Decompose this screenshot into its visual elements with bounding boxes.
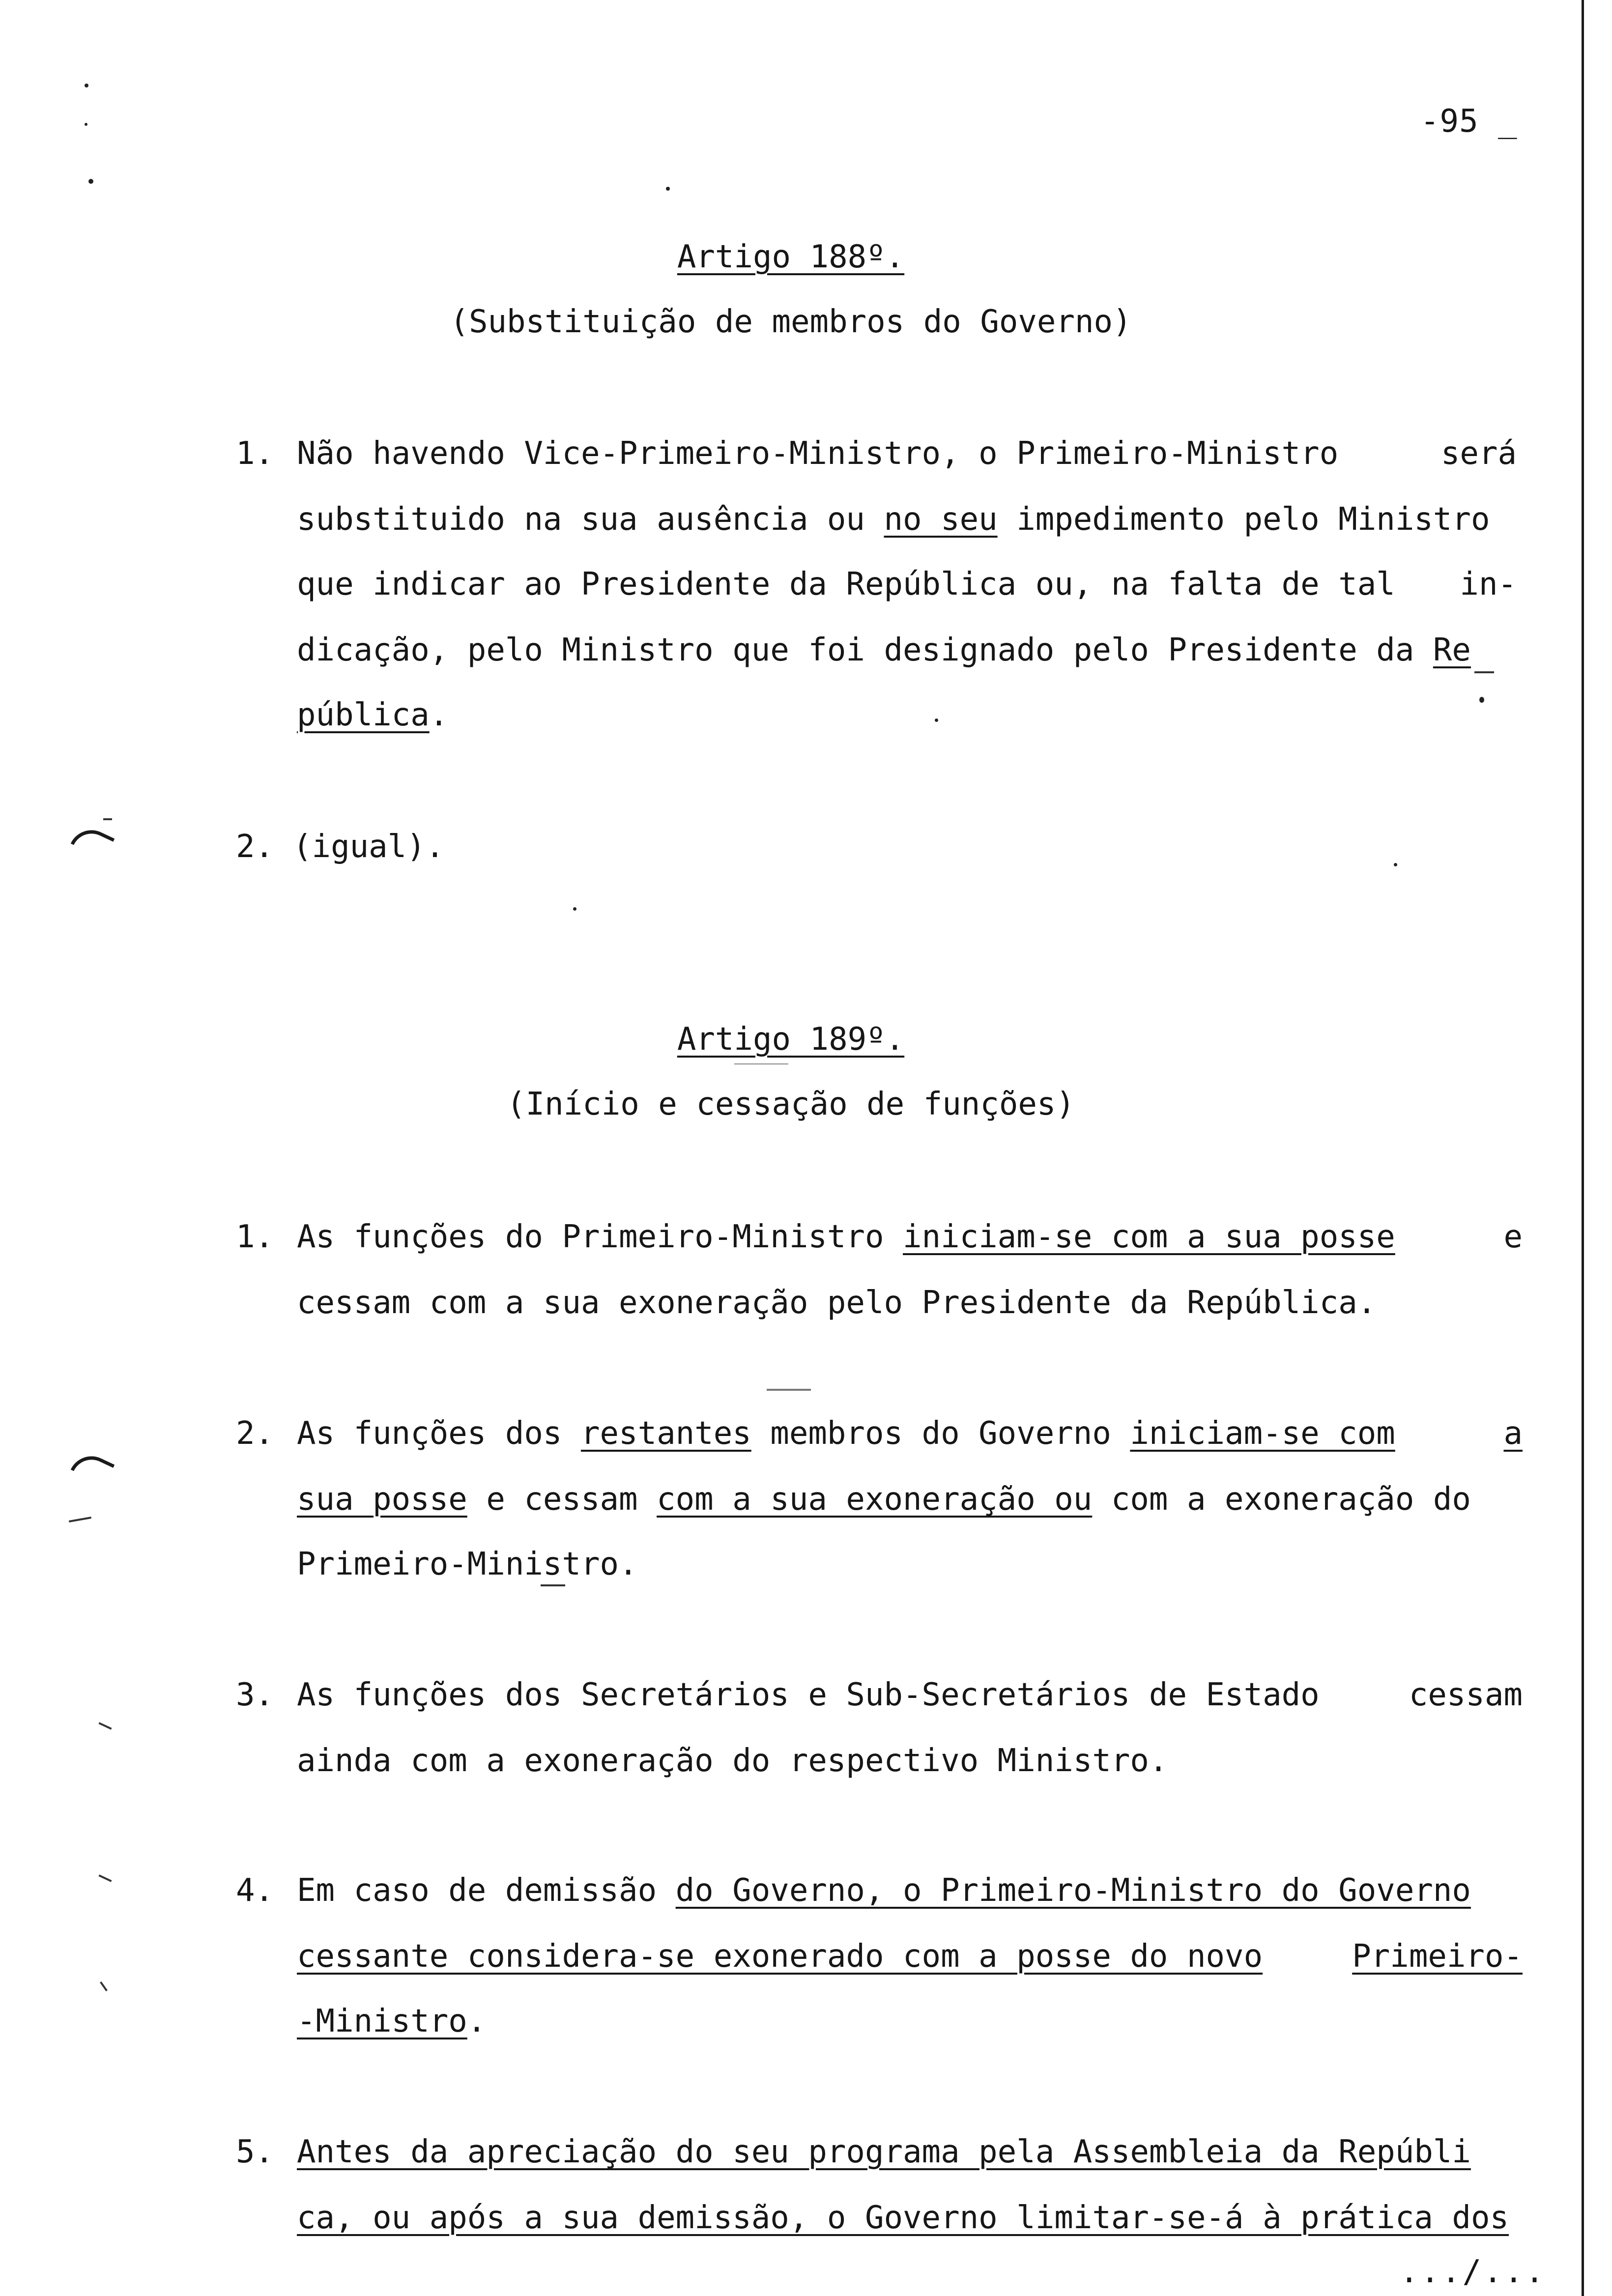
scan-speck bbox=[935, 718, 938, 722]
scan-speck bbox=[85, 123, 87, 126]
scan-speck bbox=[1394, 863, 1397, 866]
article-188-item-2-number: 2. bbox=[236, 829, 274, 865]
article-189-subtitle: (Início e cessação de funções) bbox=[507, 1086, 1075, 1122]
scan-mark bbox=[98, 1874, 112, 1882]
article-188-item-1-line-1: Não havendo Vice-Primeiro-Ministro, o Primeiro-Ministro será bbox=[297, 435, 1517, 472]
scan-mark bbox=[100, 1981, 108, 1991]
article-189-item-1-number: 1. bbox=[236, 1219, 274, 1255]
scan-speck bbox=[666, 187, 670, 191]
article-188-item-1-line-2: substituido na sua ausência ou no seu impedimento pelo Ministro bbox=[297, 501, 1490, 538]
article-189-title: Artigo 189º. bbox=[677, 1021, 905, 1058]
article-189-item-1-line-1: As funções do Primeiro-Ministro iniciam-se com a sua posse e bbox=[297, 1219, 1523, 1255]
article-189-item-3-line-2: ainda com a exoneração do respectivo Ministro. bbox=[297, 1743, 1168, 1779]
article-189-item-2-line-2: sua posse e cessam com a sua exoneração ou com a exoneração do bbox=[297, 1481, 1471, 1518]
scan-mark bbox=[1474, 671, 1494, 673]
binder-hole-mark bbox=[71, 823, 115, 860]
scan-speck bbox=[85, 84, 88, 87]
scan-speck bbox=[1479, 697, 1484, 703]
article-188-item-1-line-4: dicação, pelo Ministro que foi designado pelo Presidente da Re bbox=[297, 632, 1471, 668]
article-189-item-4-line-3: -Ministro. bbox=[297, 2003, 487, 2039]
article-189-item-5-line-2: ca, ou após a sua demissão, o Governo limitar-se-á à prática dos bbox=[297, 2200, 1509, 2236]
article-189-item-4-number: 4. bbox=[236, 1872, 274, 1909]
article-189-item-4-line-1: Em caso de demissão do Governo, o Primeiro-Ministro do Governo bbox=[297, 1872, 1471, 1909]
scan-mark bbox=[541, 1584, 565, 1586]
scan-mark bbox=[734, 1063, 788, 1064]
binder-hole-mark bbox=[71, 1449, 115, 1486]
page-edge-line bbox=[1582, 0, 1584, 2296]
continuation-mark: .../... bbox=[1400, 2254, 1546, 2290]
scan-mark bbox=[767, 1389, 811, 1391]
scan-mark bbox=[69, 1517, 91, 1522]
scan-speck bbox=[88, 179, 93, 184]
article-189-item-4-line-2: cessante considera-se exonerado com a posse do novo Primeiro- bbox=[297, 1938, 1523, 1975]
article-189-item-2-line-3: Primeiro-Ministro. bbox=[297, 1546, 638, 1582]
article-189-item-2-line-1: As funções dos restantes membros do Governo iniciam-se com a bbox=[297, 1415, 1523, 1452]
article-188-item-1-line-3: que indicar ao Presidente da República ou, na falta de tal in- bbox=[297, 566, 1517, 603]
article-188-item-1-number: 1. bbox=[236, 435, 274, 472]
article-189-item-1-line-2: cessam com a sua exoneração pelo Presidente da República. bbox=[297, 1285, 1377, 1321]
article-188-item-1-line-5: pública. bbox=[297, 697, 449, 733]
article-188-title: Artigo 188º. bbox=[677, 239, 905, 275]
scan-mark bbox=[103, 818, 112, 820]
article-189-item-3-line-1: As funções dos Secretários e Sub-Secretários de Estado cessam bbox=[297, 1677, 1523, 1713]
article-189-item-5-line-1: Antes da apreciação do seu programa pela Assembleia da Repúbli bbox=[297, 2134, 1471, 2170]
page-number: -95 _ bbox=[1420, 103, 1518, 140]
article-189-item-2-number: 2. bbox=[236, 1415, 274, 1452]
article-189-item-5-number: 5. bbox=[236, 2134, 274, 2170]
scan-mark bbox=[98, 1722, 112, 1729]
article-189-item-3-number: 3. bbox=[236, 1677, 274, 1713]
article-188-subtitle: (Substituição de membros do Governo) bbox=[450, 304, 1132, 340]
article-188-item-2-text: (igual). bbox=[293, 829, 445, 865]
scan-speck bbox=[573, 907, 576, 911]
